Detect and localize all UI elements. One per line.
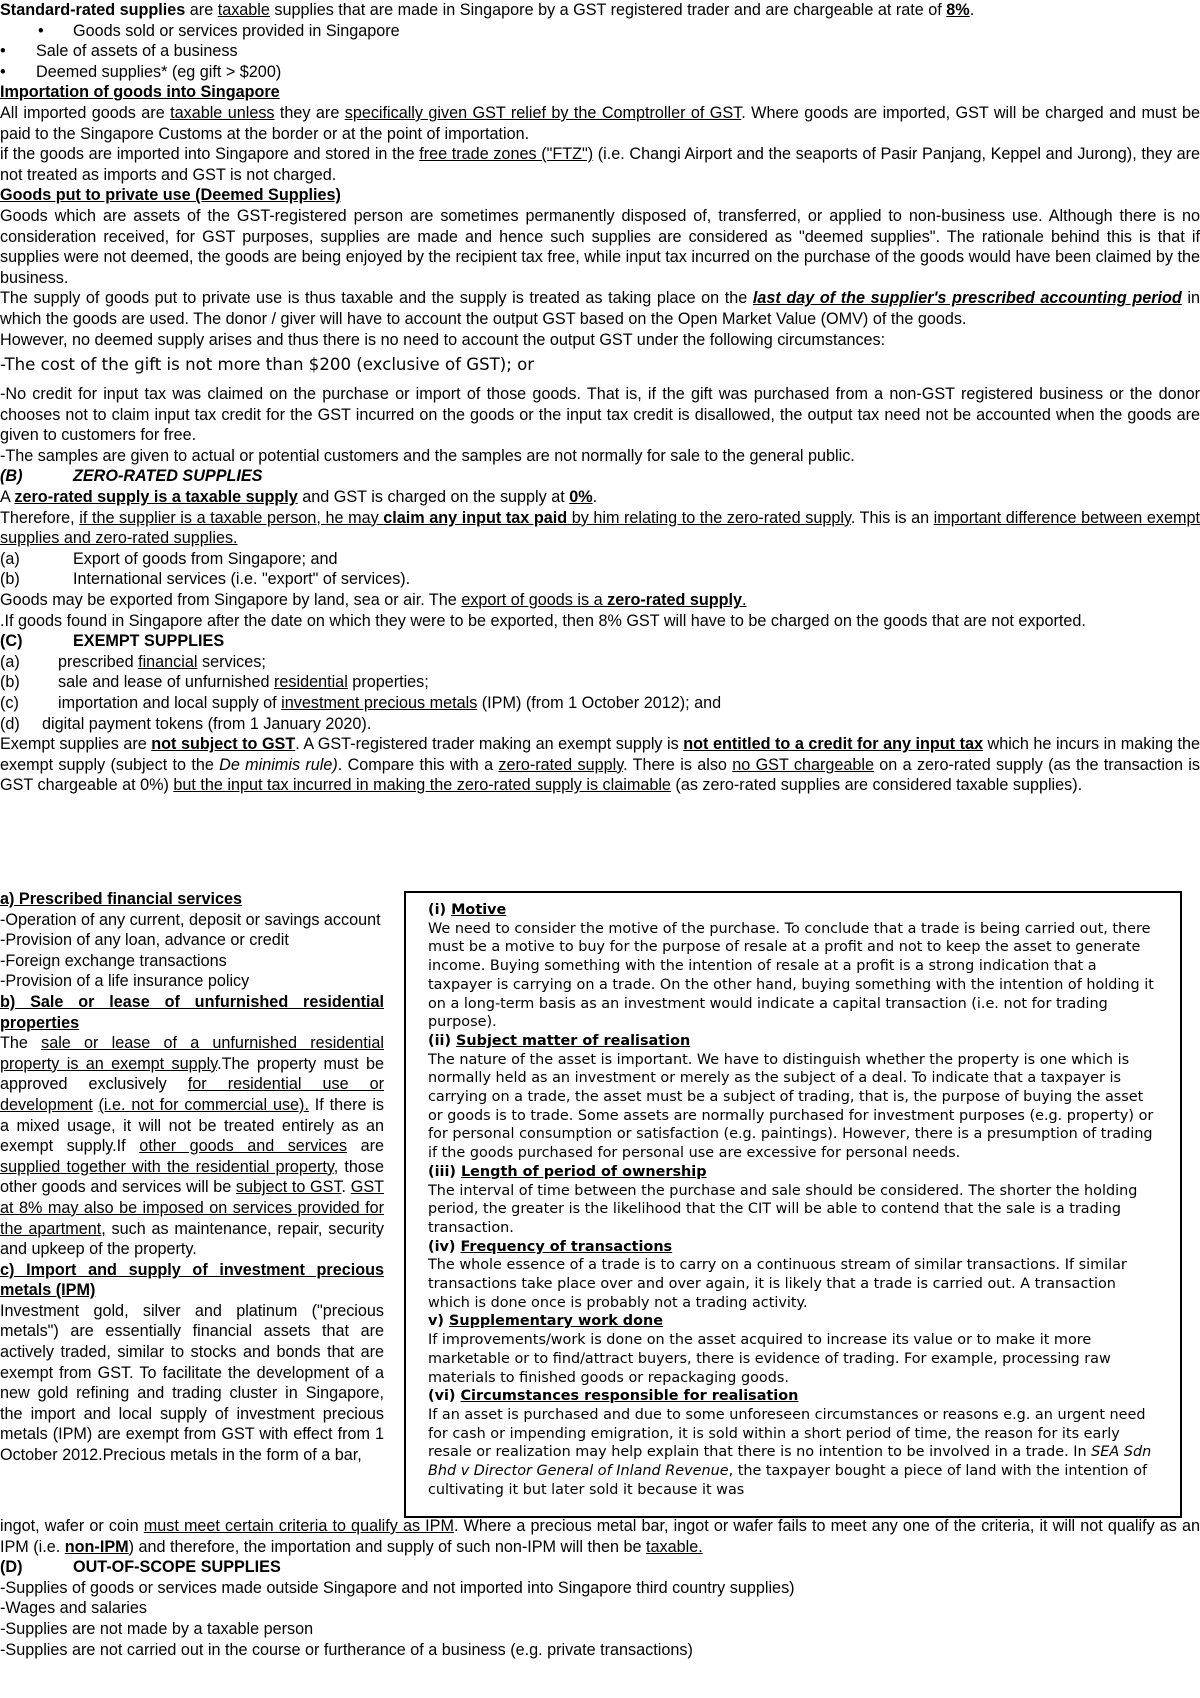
badges-of-trade-box — [404, 891, 1182, 1518]
section-label: (B) — [0, 467, 23, 486]
text: if the supplier is a taxable person, he may — [79, 508, 384, 527]
zero-rated-definition — [0, 487, 1200, 508]
text: . — [742, 591, 747, 610]
bullet-icon: • — [0, 42, 6, 61]
bullet-text: Sale of assets of a business — [36, 42, 238, 61]
list-item — [0, 62, 1200, 83]
list-item: -Provision of a life insurance policy — [0, 972, 250, 991]
badge-section — [428, 1163, 1162, 1238]
list-item: -Supplies are not carried out in the course or furtherance of a business (e.g. private transactions) — [0, 1640, 693, 1659]
circumstances-paragraph: However, no deemed supply arises and thus there is no need to account the output GST under the following circumstances: — [0, 330, 886, 349]
exempt-heading — [0, 631, 1200, 652]
text: they are — [274, 103, 345, 122]
text: If there is a mixed usage, it will not be treated entirely as an exempt supply.If — [0, 1095, 385, 1156]
list-item — [0, 672, 1200, 693]
section-label: (D) — [0, 1558, 23, 1577]
export-paragraph — [0, 590, 1200, 611]
text: , those other goods and services will be — [0, 1157, 384, 1197]
import-paragraph — [0, 103, 1200, 144]
badge-heading — [428, 1312, 1162, 1331]
text: Therefore, — [0, 508, 80, 527]
list-item — [0, 714, 1200, 735]
residential-heading: b) Sale or lease of unfurnished residential properties — [0, 992, 384, 1032]
badge-body: The whole essence of a trade is to carry on a continuous stream of similar transactions. If similar transactions take place over and over again, it is likely that a trade is carried out. A transaction which is done once is probably not a trading activity. — [428, 1257, 1127, 1311]
text: ingot, wafer or coin — [0, 1517, 144, 1535]
text: importation and local supply of — [58, 694, 282, 712]
ipm-heading: c) Import and supply of investment precious metals (IPM) — [0, 1260, 384, 1300]
badge-section — [428, 1312, 1162, 1387]
text: ) and therefore, the importation and supply of such non-IPM will then be — [128, 1537, 647, 1556]
text: last day of the supplier's prescribed accounting period — [752, 289, 1182, 308]
zero-rated-heading — [0, 466, 1200, 487]
text: investment precious metals — [281, 694, 478, 712]
text: zero-rated supply — [498, 755, 624, 774]
badge-section — [428, 1387, 1162, 1499]
text: subject to GST — [235, 1178, 342, 1197]
list-item: -Foreign exchange transactions — [0, 951, 227, 970]
text: Goods may be exported from Singapore by land, sea or air. The — [0, 591, 462, 610]
text: The supply of goods put to private use is thus taxable and the supply is treated as taking place on the — [0, 289, 753, 308]
text: If an asset is purchased and due to some unforeseen circumstances or reasons e.g. an urgent need for cash or impending emigration, it is sold within a short period of time, the reason for its early resale or realization may help explain that there is no intention to be involved in a trade. In — [428, 1406, 1146, 1461]
text: on a zero-rated supply (as the transaction is GST chargeable at 0%) — [0, 755, 1200, 795]
text: .The property must be approved exclusively — [0, 1054, 384, 1094]
text: not subject to GST — [151, 735, 296, 754]
badge-title: Subject matter of realisation — [456, 1032, 691, 1049]
list-item: -Supplies are not made by a taxable person — [0, 1619, 314, 1638]
not-exported-paragraph: .If goods found in Singapore after the date on which they were to be exported, then 8% GST will have to be charged on the goods that are not exported. — [0, 611, 1086, 630]
text: if the goods are imported into Singapore and stored in the — [0, 145, 420, 164]
input-tax-condition: -No credit for input tax was claimed on the purchase or import of those goods. That is, if the gift was purchased from a non-GST registered business or the donor chooses not to claim input tax credit for the GST incurred on the goods or the input tax credit is disallowed, the output tax need not be accounted when the goods are given to customers for free. — [0, 385, 1200, 445]
text: , the taxpayer bought a piece of land with the intention of cultivating it but later sold it because it was — [428, 1463, 1148, 1498]
text: must meet certain criteria to qualify as IPM — [143, 1517, 454, 1535]
section-title: EXEMPT SUPPLIES — [73, 632, 225, 651]
text: supplies that are made in Singapore by a GST registered trader and are chargeable at rate of — [269, 1, 947, 19]
list-item: -Operation of any current, deposit or savings account — [0, 910, 381, 929]
ipm-criteria-paragraph — [0, 1516, 1200, 1557]
item-label: (c) — [0, 694, 19, 712]
text: . There is also — [623, 755, 733, 774]
document-page — [0, 0, 1200, 796]
text: Exempt supplies are — [0, 735, 152, 754]
badge-body: The interval of time between the purchase and sale should be considered. The shorter the holding period, the greater is the likelihood that the CIT will be able to contend that the sale is a trading transaction. — [428, 1182, 1138, 1236]
bullet-text: Goods sold or services provided in Singapore — [73, 21, 400, 40]
text: . — [969, 1, 975, 19]
text: zero-rated supply — [607, 591, 743, 610]
text: (i.e. Changi Airport and the seaports of Pasir Panjang, Keppel and Jurong), they are not treated as imports and GST is not charged. — [0, 145, 1200, 184]
item-label: (a) — [0, 652, 20, 671]
bottom-section — [0, 1516, 1200, 1660]
text: 0% — [569, 488, 593, 507]
item-text: International services (i.e. "export" of services). — [73, 570, 411, 589]
text: are — [347, 1137, 384, 1156]
list-item: -Supplies of goods or services made outside Singapore and not imported into Singapore third country supplies) — [0, 1578, 795, 1597]
section-title: ZERO-RATED SUPPLIES — [73, 467, 263, 486]
badge-body — [428, 1406, 1162, 1500]
text: . — [341, 1178, 351, 1197]
badge-heading — [428, 1163, 1162, 1182]
badge-number: (iv) — [428, 1238, 461, 1255]
text: taxable — [217, 1, 270, 19]
badge-title: Motive — [451, 902, 507, 918]
text: important difference between exempt supplies and zero-rated supplies. — [0, 508, 1200, 548]
badge-title: Length of period of ownership — [460, 1163, 707, 1180]
list-item — [0, 569, 1200, 590]
text: specifically given GST relief by the Comptroller of GST — [344, 103, 742, 122]
text: services; — [197, 652, 266, 671]
list-item — [0, 41, 1200, 62]
text: . A GST-registered trader making an exempt supply is — [295, 735, 684, 754]
text: properties; — [347, 673, 429, 692]
text: All imported goods are — [0, 103, 171, 122]
import-heading: Importation of goods into Singapore — [0, 83, 280, 102]
bullet-icon: • — [38, 21, 44, 40]
text: financial — [138, 652, 198, 671]
item-text: Export of goods from Singapore; and — [73, 549, 338, 568]
badge-title: Circumstances responsible for realisation — [460, 1388, 799, 1405]
bullet-icon: • — [0, 62, 6, 81]
term-standard-rated: Standard-rated supplies — [0, 1, 186, 19]
ftz-paragraph — [0, 144, 1200, 185]
text: sale and lease of unfurnished — [58, 673, 274, 692]
deemed-heading: Goods put to private use (Deemed Supplies) — [0, 186, 341, 205]
text: export of goods is a — [461, 591, 608, 610]
text: free trade zones ("FTZ") — [419, 145, 594, 164]
text: prescribed — [58, 652, 139, 671]
badge-heading — [428, 901, 1162, 920]
text: . Where goods are imported, GST will be charged and must be paid to the Singapore Customs at the border or at the point of importation. — [0, 103, 1200, 143]
text: GST at 8% may also be imposed on services provided for the apartment, — [0, 1178, 385, 1238]
exempt-paragraph — [0, 734, 1200, 796]
list-item — [0, 652, 1200, 673]
text: other goods and services — [139, 1137, 348, 1156]
ipm-paragraph: Investment gold, silver and platinum ("precious metals") are essentially financial assets that are actively traded, similar to stocks and bonds that are exempt from GST. To facilitate the development of a new gold refining and trading cluster in Singapore, the import and local supply of investment precious metals (IPM) are exempt from GST with effect from 1 October 2012.Precious metals in the form of a bar, — [0, 1301, 384, 1465]
item-label: (b) — [0, 673, 20, 692]
text: . — [592, 488, 598, 507]
section-title: OUT-OF-SCOPE SUPPLIES — [73, 1558, 281, 1577]
text: De minimis rule) — [219, 755, 338, 774]
text: The — [0, 1034, 42, 1053]
badge-section — [428, 901, 1162, 1032]
deemed-paragraph: Goods which are assets of the GST-registered person are sometimes permanently disposed of, transferred, or applied to non-business use. Although there is no consideration received, for GST purposes, supplies are made and hence such supplies are considered as "deemed supplies". The rationale behind this is that if supplies were not deemed, the goods are being enjoyed by the recipient tax free, while input tax incurred on the purchase of the goods would have been claimed by the business. — [0, 206, 1200, 287]
text: but the input tax incurred in making the zero-rated supply is claimable — [173, 776, 671, 795]
text: (IPM) (from 1 October 2012); and — [477, 694, 722, 712]
samples-condition: -The samples are given to actual or potential customers and the samples are not normally for sale to the general public. — [0, 446, 855, 465]
badge-heading — [428, 1032, 1162, 1051]
text: zero-rated supply is a taxable supply — [14, 488, 298, 507]
left-column — [0, 889, 384, 1466]
list-item — [0, 21, 1200, 42]
text: taxable unless — [170, 103, 275, 122]
text: digital payment tokens (from 1 January 2020). — [42, 714, 372, 733]
badge-number: v) — [428, 1313, 449, 1330]
badge-number: (vi) — [428, 1388, 461, 1405]
text: in which the goods are used. The donor / giver will have to account the output GST based on the Open Market Value (OMV) of the goods. — [0, 289, 1200, 328]
list-item: -Wages and salaries — [0, 1599, 147, 1618]
text: no GST chargeable — [732, 755, 874, 774]
text: are — [185, 1, 218, 19]
text: claim any input tax paid — [383, 508, 568, 527]
private-use-paragraph — [0, 288, 1200, 329]
text: by him relating to the zero-rated supply — [567, 508, 851, 527]
item-label: (b) — [0, 570, 20, 589]
text: (as zero-rated supplies are considered taxable supplies). — [670, 776, 1083, 795]
text: . Where a precious metal bar, ingot or wafer fails to meet any one of the criteria, it will not qualify as an IPM (i.e. — [0, 1517, 1200, 1556]
rate: 8% — [946, 1, 970, 19]
text: such as maintenance, repair, security and upkeep of the property. — [0, 1219, 384, 1259]
text: . Compare this with a — [337, 755, 499, 774]
gift-condition: -The cost of the gift is not more than $200 (exclusive of GST); or — [0, 355, 535, 375]
text: non-IPM — [64, 1537, 129, 1556]
text: A — [0, 488, 15, 507]
text: supplied together with the residential property — [0, 1157, 334, 1176]
text: taxable. — [646, 1537, 703, 1556]
financial-services-heading: a) Prescribed financial services — [0, 890, 243, 908]
badge-title: Supplementary work done — [448, 1313, 664, 1330]
badge-number: (ii) — [428, 1032, 457, 1049]
badge-body: If improvements/work is done on the asset acquired to increase its value or to make it more marketable or to find/attract buyers, there is evidence of trading. For example, processing raw materials to finished goods or repackaging goods. — [428, 1332, 1111, 1386]
section-label: (C) — [0, 632, 23, 651]
item-label: (d) — [0, 714, 20, 733]
badge-title: Frequency of transactions — [460, 1238, 673, 1255]
list-item: -Provision of any loan, advance or credit — [0, 931, 289, 950]
text: residential — [274, 673, 348, 692]
standard-rated-intro — [0, 0, 1200, 21]
text: for residential use or development — [0, 1075, 384, 1114]
out-of-scope-heading — [0, 1557, 1200, 1578]
badge-body: The nature of the asset is important. We have to distinguish whether the property is one which is normally held as an investment or merely as the subject of a deal. To indicate that a taxpayer is carrying on a trade, the asset must be a subject of trading, that is, the purpose of buying the asset or goods is to trade. Some assets are normally purchased for investment purposes (e.g. property) or for personal consumption or satisfaction (e.g. paintings). However, there is a presumption of trading if the goods purchased for personal use are excessive for personal needs. — [428, 1051, 1154, 1162]
text: and GST is charged on the supply at — [297, 488, 570, 507]
badge-number: (iii) — [428, 1163, 461, 1180]
list-item — [0, 549, 1200, 570]
text: which he incurs in making the exempt supply (subject to the — [0, 735, 1200, 774]
badge-number: (i) — [428, 902, 452, 918]
bullet-text: Deemed supplies* (eg gift > $200) — [36, 62, 282, 81]
badge-heading — [428, 1387, 1162, 1406]
text: . This is an — [850, 508, 934, 527]
badge-section — [428, 1238, 1162, 1313]
list-item — [0, 693, 1200, 714]
case-name: SEA Sdn Bhd v Director General of Inland Revenue — [428, 1444, 1152, 1480]
residential-paragraph — [0, 1033, 384, 1260]
text: sale or lease of a unfurnished residential property is an exempt supply — [0, 1034, 384, 1073]
badge-body: We need to consider the motive of the purchase. To conclude that a trade is being carried out, there must be a motive to buy for the purpose of resale at a profit and not to keep the asset to generate income. Buying something with the intention of resale at a profit is a strong indication that a taxpayer is carrying on a trade. On the other hand, buying something with the intention of holding it on a long-term basis as an investment would indicate a capital transaction (i.e. not for trading purpose). — [428, 920, 1154, 1031]
badge-section — [428, 1032, 1162, 1163]
badge-heading — [428, 1238, 1162, 1257]
text: (i.e. not for commercial use). — [98, 1095, 309, 1114]
text: not entitled to a credit for any input tax — [683, 735, 983, 754]
item-label: (a) — [0, 549, 20, 568]
zero-rated-input-tax — [0, 508, 1200, 549]
